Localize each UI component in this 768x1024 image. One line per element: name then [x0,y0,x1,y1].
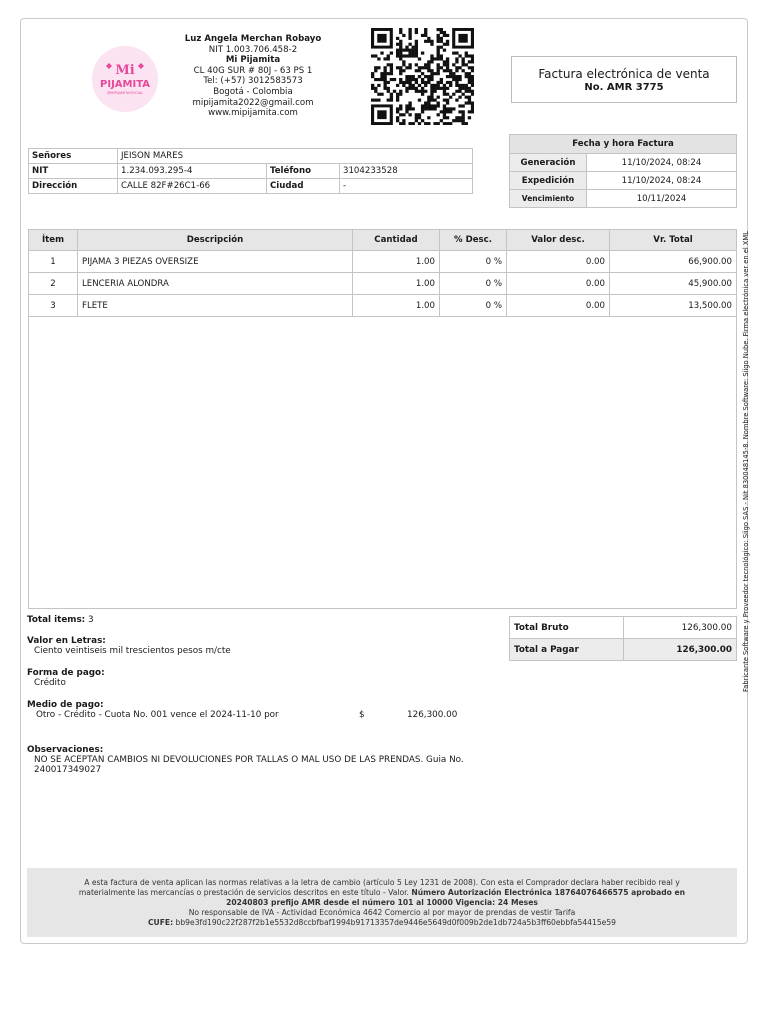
issuer-phone: Tel: (+57) 3012583573 [203,76,303,87]
svg-text:@MIPIJAMITAOFICIAL: @MIPIJAMITAOFICIAL [107,91,143,95]
footer-line-4: No responsable de IVA - Actividad Económica 4642 Comercio al por mayor de prendas de vestir Tarifa [188,908,576,917]
cufe-label: CUFE: [147,918,174,927]
footer-line-3: 20240803 prefijo AMR desde el número 101 al 10000 Vigencia: 24 Meses [226,898,538,907]
medio-pago [27,700,467,722]
vencimiento-label: Vencimiento [510,190,587,208]
medio-pago-currency: $ [359,710,365,720]
forma-pago-value: Crédito [34,678,66,688]
client-direccion-label: Dirección [29,179,118,194]
software-provider-note: Fabricante Software y Proveedor tecnológico: Siigo SAS - Nit 830048145-8. Nombre Software: Siigo Nube. Firma electrónica ver en el XML [742,231,750,692]
row-desc: LENCERIA ALONDRA [78,273,353,295]
total-bruto-label: Total Bruto [510,617,624,639]
row-pct: 0 % [440,273,507,295]
row-item: 1 [29,251,78,273]
total-pagar-label: Total a Pagar [510,639,624,661]
col-descripcion: Descripción [78,230,353,251]
issuer-web: www.mipijamita.com [208,108,298,119]
cufe-value: bb9e3fd190c22f287f2b1e5532d8ccbfbaf1994b91713357de9446e5649d0f009b2de1db724a5b3ff60ebbfa54415e59 [175,918,617,927]
table-row [29,295,737,317]
table-row [29,251,737,273]
generacion-label: Generación [510,154,587,172]
row-qty: 1.00 [353,273,440,295]
valor-letras-label: Valor en Letras: [27,636,106,646]
row-pct: 0 % [440,251,507,273]
footer-line-2a: materialmente las mercancías o prestación de servicios descritos en este título - Valor. [78,888,409,897]
row-qty: 1.00 [353,295,440,317]
row-desc: FLETE [78,295,353,317]
col-valor-desc: Valor desc. [507,230,610,251]
client-direccion: CALLE 82F#26C1-66 [118,179,267,194]
row-desc: PIJAMA 3 PIEZAS OVERSIZE [78,251,353,273]
client-table [28,148,473,194]
total-bruto-value: 126,300.00 [624,617,737,639]
row-item: 3 [29,295,78,317]
dates-table [509,134,737,208]
valor-letras-value: Ciento veintiseis mil trescientos pesos m/cte [34,646,231,656]
forma-pago-label: Forma de pago: [27,668,105,678]
total-items-value: 3 [88,615,94,625]
client-telefono: 3104233528 [340,164,473,179]
dates-header: Fecha y hora Factura [510,135,737,154]
observaciones-value-2: 240017349027 [34,765,102,775]
invoice-title-box [511,56,737,103]
row-vdesc: 0.00 [507,295,610,317]
issuer-business: Mi Pijamita [225,55,281,66]
col-desc-pct: % Desc. [440,230,507,251]
client-telefono-label: Teléfono [267,164,340,179]
observaciones-value: NO SE ACEPTAN CAMBIOS NI DEVOLUCIONES POR TALLAS O MAL USO DE LAS PRENDAS. Guia No. [34,755,464,765]
totals-table [509,616,737,661]
medio-pago-label: Medio de pago: [27,700,104,710]
row-pct: 0 % [440,295,507,317]
col-cantidad: Cantidad [353,230,440,251]
total-pagar-value: 126,300.00 [624,639,737,661]
issuer-email: mipijamita2022@gmail.com [192,97,314,108]
client-senores-label: Señores [29,149,118,164]
invoice-number: No. AMR 3775 [584,82,664,93]
issuer-address: CL 40G SUR # 80J - 63 PS 1 [193,65,313,76]
expedicion-label: Expedición [510,172,587,190]
observaciones [27,745,487,775]
legal-footer [27,868,737,937]
observaciones-label: Observaciones: [27,745,104,755]
qr-code [371,28,474,125]
row-total: 13,500.00 [610,295,737,317]
medio-pago-value: Otro - Crédito - Cuota No. 001 vence el 2024-11-10 por [36,710,279,720]
medio-pago-amount: 126,300.00 [407,710,458,720]
row-vdesc: 0.00 [507,273,610,295]
row-vdesc: 0.00 [507,251,610,273]
footer-line-1: A esta factura de venta aplican las normas relativas a la letra de cambio (artículo 5 Ley 1231 de 2008). Con esta el Comprador declara haber recibido real y [84,878,680,887]
footer-line-2b: Número Autorización Electrónica 18764076466575 aprobado en [411,888,686,897]
col-item: Ítem [29,230,78,251]
client-ciudad: - [340,179,473,194]
row-item: 2 [29,273,78,295]
row-qty: 1.00 [353,251,440,273]
forma-pago [27,668,105,688]
valor-letras [27,636,231,656]
brand-logo [92,46,158,112]
expedicion-value: 11/10/2024, 08:24 [587,172,737,190]
items-table [28,229,737,317]
table-row [29,273,737,295]
total-items [27,615,94,625]
client-senores: JEISON MARES [118,149,473,164]
issuer-city: Bogotá - Colombia [213,86,293,97]
client-ciudad-label: Ciudad [267,179,340,194]
issuer-info [170,34,336,119]
col-total: Vr. Total [610,230,737,251]
vencimiento-value: 10/11/2024 [587,190,737,208]
svg-text:PIJAMITA: PIJAMITA [100,79,150,90]
svg-text:Mi: Mi [115,63,135,78]
client-nit-label: NIT [29,164,118,179]
row-total: 66,900.00 [610,251,737,273]
generacion-value: 11/10/2024, 08:24 [587,154,737,172]
row-total: 45,900.00 [610,273,737,295]
issuer-nit: NIT 1.003.706.458-2 [208,44,298,55]
issuer-name: Luz Angela Merchan Robayo [184,34,322,44]
total-items-label: Total items: [27,615,86,625]
client-nit: 1.234.093.295-4 [118,164,267,179]
invoice-title: Factura electrónica de venta [538,67,710,81]
